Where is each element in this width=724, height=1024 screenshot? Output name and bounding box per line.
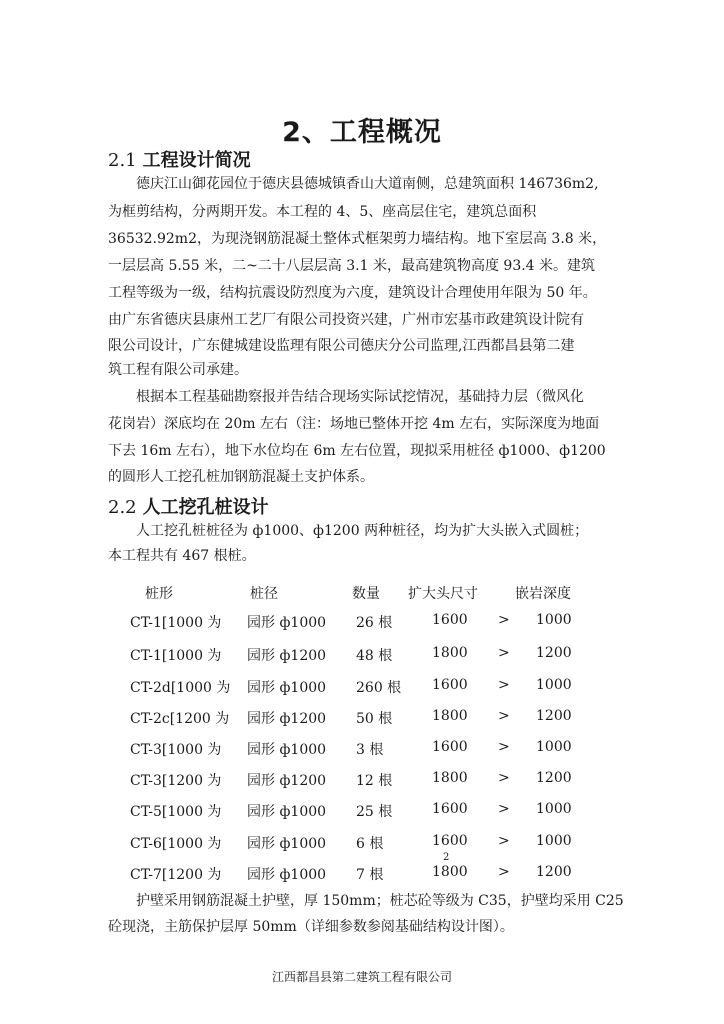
cell-size: 1800 <box>432 645 468 661</box>
cell-dia: 园形 ф1200 <box>247 711 327 727</box>
paragraph-line: 花岗岩）深底均在 20m 左右（注：场地已整体开挖 4m 左右，实际深度为地面 <box>108 416 600 432</box>
table-row <box>0 833 724 855</box>
table-row <box>0 677 724 699</box>
table-header-dia: 桩径 <box>250 586 278 602</box>
cell-size: 1600 <box>432 833 468 849</box>
cell-dia: 园形 ф1000 <box>247 615 327 631</box>
paragraph-line: 人工挖孔桩桩径为 ф1000、ф1200 两种桩径，均为扩大头嵌入式圆桩； <box>136 523 589 539</box>
section-title: 工程设计简况 <box>142 150 251 171</box>
cell-depth: 1200 <box>536 645 572 661</box>
section-heading-2-1 <box>108 146 251 172</box>
cell-dia: 园形 ф1000 <box>247 680 327 696</box>
paragraph-line: 一层层高 5.55 米，二~二十八层层高 3.1 米，最高建筑物高度 93.4 米。建筑 <box>108 258 596 274</box>
table-header-depth: 嵌岩深度 <box>515 586 571 602</box>
cell-type: CT-1[1000 为 <box>130 615 222 631</box>
table-header-size: 扩大头尺寸 <box>408 586 478 602</box>
table-row <box>0 645 724 667</box>
cell-type: CT-7[1200 为 <box>130 867 222 883</box>
cell-gt: > <box>498 612 510 628</box>
cell-gt: > <box>498 708 510 724</box>
paragraph-line: 根据本工程基础勘察报并告结合现场实际试挖情况，基础持力层（微风化 <box>136 389 584 405</box>
table-row <box>0 708 724 730</box>
cell-dia: 园形 ф1000 <box>247 867 327 883</box>
cell-gt: > <box>498 770 510 786</box>
table-row <box>0 739 724 761</box>
cell-qty: 7 根 <box>356 867 384 883</box>
cell-gt: > <box>498 645 510 661</box>
cell-gt: > <box>498 833 510 849</box>
cell-dia: 园形 ф1000 <box>247 836 327 852</box>
page-title: 2、工程概况 <box>282 117 442 148</box>
cell-gt: > <box>498 801 510 817</box>
cell-dia: 园形 ф1200 <box>247 648 327 664</box>
paragraph-line: 由广东省德庆县康州工艺厂有限公司投资兴建，广州市宏基市政建筑设计院有 <box>108 312 584 328</box>
cell-depth: 1000 <box>536 677 572 693</box>
section-heading-2-2 <box>108 493 269 519</box>
cell-depth: 1000 <box>536 739 572 755</box>
paragraph-line: 工程等级为一级，结构抗震设防烈度为六度，建筑设计合理使用年限为 50 年。 <box>108 285 597 301</box>
cell-type: CT-2d[1000 为 <box>130 680 231 696</box>
paragraph-line: 德庆江山御花园位于德庆县德城镇香山大道南侧，总建筑面积 146736m2, <box>136 176 599 192</box>
table-row <box>0 612 724 634</box>
cell-size: 1600 <box>432 739 468 755</box>
section-number: 2.1 <box>108 150 137 171</box>
cell-size: 1600 <box>432 612 468 628</box>
cell-dia: 园形 ф1000 <box>247 804 327 820</box>
paragraph-line: 护壁采用钢筋混凝土护壁，厚 150mm；桩芯砼等级为 C35，护壁均采用 C25 <box>136 893 624 909</box>
paragraph-line: 本工程共有 467 根桩。 <box>108 548 256 564</box>
cell-qty: 26 根 <box>356 615 393 631</box>
cell-depth: 1000 <box>536 801 572 817</box>
table-header-type: 桩形 <box>145 586 173 602</box>
paragraph-line: 砼现浇，主筋保护层厚 50mm（详细参数参阅基础结构设计图）。 <box>108 919 514 935</box>
cell-gt: > <box>498 739 510 755</box>
page-footer: 江西都昌县第二建筑工程有限公司 <box>271 970 452 984</box>
cell-size: 1800 <box>432 864 468 880</box>
cell-qty: 50 根 <box>356 711 393 727</box>
cell-size: 1600 <box>432 677 468 693</box>
table-row <box>0 801 724 823</box>
paragraph-line: 的圆形人工挖孔桩加钢筋混凝土支护体系。 <box>108 469 374 485</box>
table-row <box>0 864 724 886</box>
paragraph-line: 限公司设计，广东健城建设监理有限公司德庆分公司监理,江西都昌县第二建 <box>108 338 575 354</box>
cell-type: CT-3[1200 为 <box>130 773 222 789</box>
page-number-mark: 2 <box>443 852 450 863</box>
cell-size: 1800 <box>432 708 468 724</box>
cell-gt: > <box>498 677 510 693</box>
paragraph-line: 下去 16m 左右），地下水位均在 6m 左右位置，现拟采用桩径 ф1000、ф1200 <box>108 443 606 459</box>
cell-gt: > <box>498 864 510 880</box>
cell-dia: 园形 ф1000 <box>247 742 327 758</box>
cell-qty: 6 根 <box>356 836 384 852</box>
section-number: 2.2 <box>108 497 137 518</box>
cell-type: CT-5[1000 为 <box>130 804 222 820</box>
cell-type: CT-6[1000 为 <box>130 836 222 852</box>
cell-depth: 1200 <box>536 770 572 786</box>
cell-type: CT-2c[1200 为 <box>130 711 230 727</box>
cell-qty: 260 根 <box>356 680 402 696</box>
table-row <box>0 770 724 792</box>
cell-dia: 园形 ф1200 <box>247 773 327 789</box>
cell-type: CT-3[1000 为 <box>130 742 222 758</box>
paragraph-line: 为框剪结构，分两期开发。本工程的 4、5、座高层住宅，建筑总面积 <box>108 204 537 220</box>
cell-depth: 1000 <box>536 612 572 628</box>
cell-depth: 1200 <box>536 864 572 880</box>
cell-size: 1600 <box>432 801 468 817</box>
table-header-qty: 数量 <box>352 586 380 602</box>
cell-depth: 1200 <box>536 708 572 724</box>
paragraph-line: 筑工程有限公司承建。 <box>108 362 248 378</box>
cell-qty: 3 根 <box>356 742 384 758</box>
cell-qty: 48 根 <box>356 648 393 664</box>
section-title: 人工挖孔桩设计 <box>142 497 269 518</box>
cell-qty: 25 根 <box>356 804 393 820</box>
cell-type: CT-1[1000 为 <box>130 648 222 664</box>
paragraph-line: 36532.92m2，为现浇钢筋混凝土整体式框架剪力墙结构。地下室层高 3.8 米， <box>108 231 607 247</box>
cell-qty: 12 根 <box>356 773 393 789</box>
cell-depth: 1000 <box>536 833 572 849</box>
cell-size: 1800 <box>432 770 468 786</box>
